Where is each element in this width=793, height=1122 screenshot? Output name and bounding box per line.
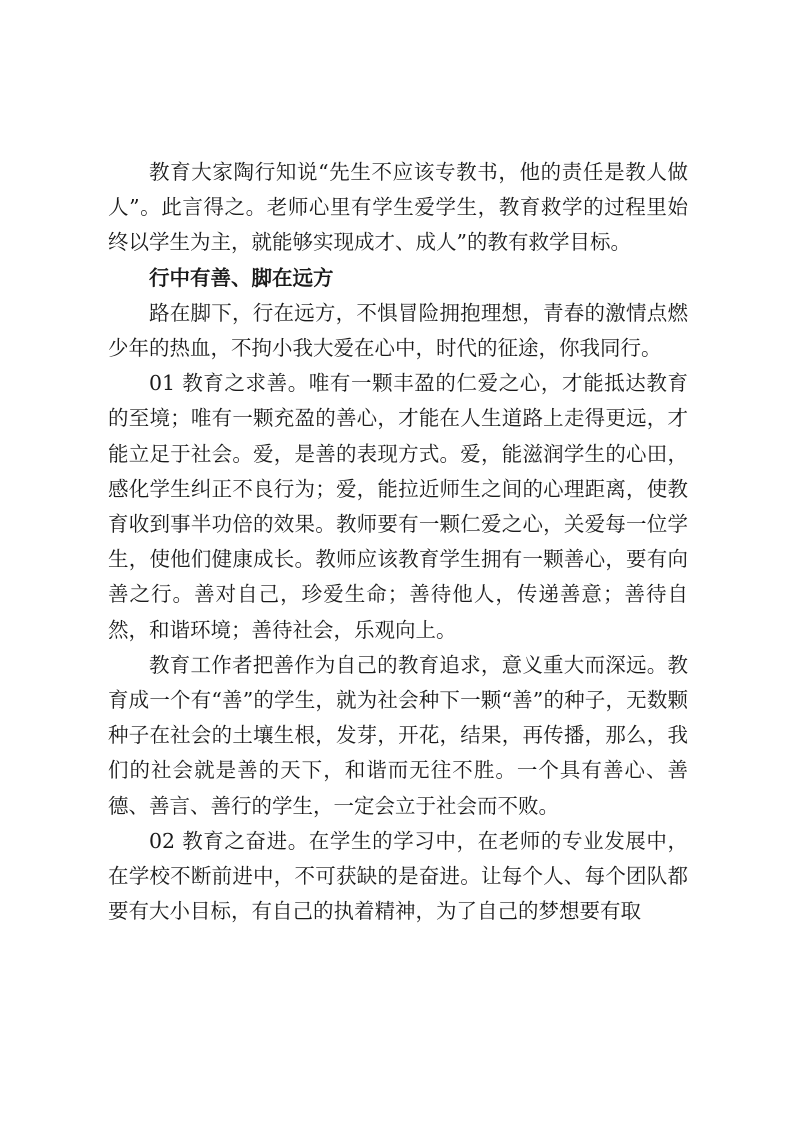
paragraph-goodness-as-pursuit: 教育工作者把善作为自己的教育追求，意义重大而深远。教育成一个有“善”的学生，就为社会种下一颗“善”的种子，无数颗种子在社会的土壤生根，发芽，开花，结果，再传播，那么，我们的社会就是善的天下，和谐而无往不胜。一个具有善心、善德、善言、善行的学生，一定会立于社会而不败。 xyxy=(108,652,688,818)
paragraph-road-under-feet: 路在脚下，行在远方，不惧冒险拥抱理想，青春的激情点燃少年的热血，不拘小我大爱在心中，时代的征途，你我同行。 xyxy=(108,300,688,361)
document-body xyxy=(108,155,688,929)
paragraph-01-pursuit-of-goodness: 01 教育之求善。唯有一颗丰盈的仁爱之心，才能抵达教育的至境；唯有一颗充盈的善心，才能在人生道路上走得更远，才能立足于社会。爱，是善的表现方式。爱，能滋润学生的心田，感化学生纠正不良行为；爱，能拉近师生之间的心理距离，使教育收到事半功倍的效果。教师要有一颗仁爱之心，关爱每一位学生，使他们健康成长。教师应该教育学生拥有一颗善心，要有向善之行。善对自己，珍爱生命；善待他人，传递善意；善待自然，和谐环境；善待社会，乐观向上。 xyxy=(108,371,688,642)
paragraph-tao-xingzhi-quote: 教育大家陶行知说“先生不应该专教书，他的责任是教人做人”。此言得之。老师心里有学生爱学生，教育救学的过程里始终以学生为主，就能够实现成才、成人”的教有救学目标。 xyxy=(108,160,688,255)
section-heading: 行中有善、脚在远方 xyxy=(149,265,334,290)
paragraph-02-striving-forward: 02 教育之奋进。在学生的学习中，在老师的专业发展中，在学校不断前进中，不可获缺的是奋进。让每个人、每个团队都要有大小目标，有自己的执着精神，为了自己的梦想要有取 xyxy=(108,828,688,924)
